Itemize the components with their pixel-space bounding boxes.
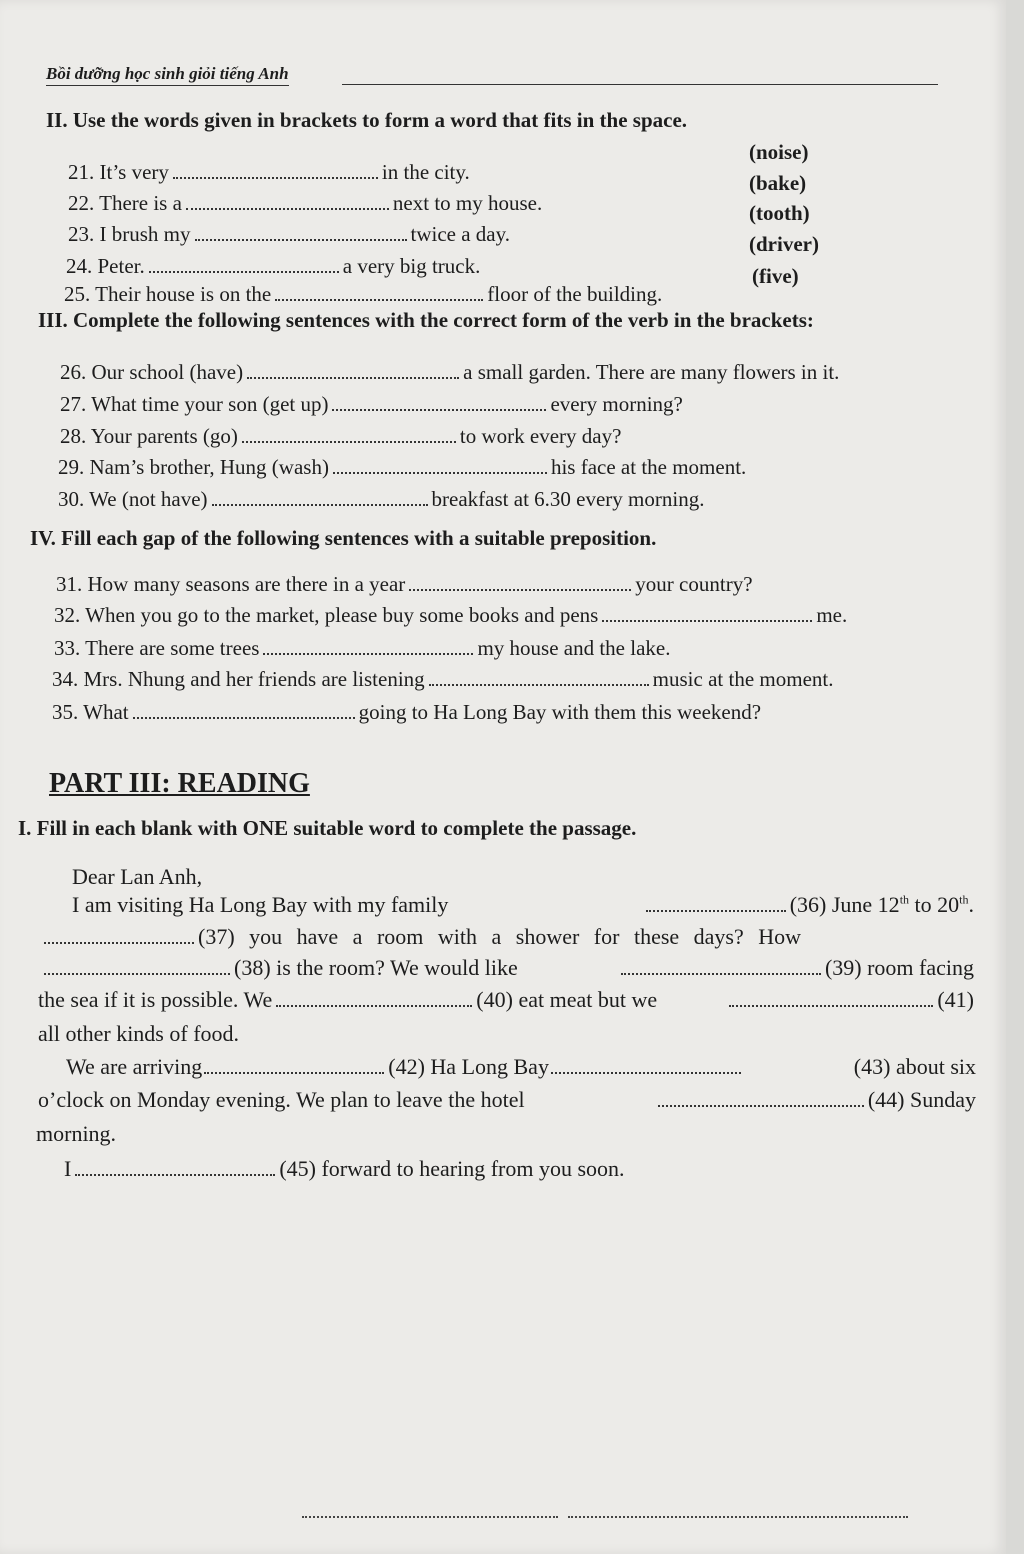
footer-dotted-rule-left [302, 1514, 558, 1518]
question-32: 32. When you go to the market, please buy some books and pens me. [54, 603, 848, 627]
answer-blank-26[interactable] [247, 365, 459, 379]
answer-blank-29[interactable] [333, 460, 547, 474]
part-3-title: PART III: READING [49, 768, 310, 799]
answer-blank-31[interactable] [409, 577, 631, 591]
passage-line-9: I (45) forward to hearing from you soon. [64, 1156, 625, 1181]
hint-21: (noise) [749, 140, 809, 164]
question-22: 22. There is a next to my house. [68, 191, 543, 215]
section-2-heading: II. Use the words given in brackets to form a word that fits in the space. [46, 108, 688, 132]
question-27: 27. What time your son (get up) every morning? [60, 392, 683, 416]
answer-blank-30[interactable] [212, 492, 428, 506]
answer-blank-27[interactable] [332, 397, 546, 411]
question-24: 24. Peter. a very big truck. [66, 254, 481, 278]
question-28: 28. Your parents (go) to work every day? [60, 424, 622, 448]
passage-line-4: the sea if it is possible. We (40) eat meat but we (41) [38, 987, 974, 1012]
passage-line-1: I am visiting Ha Long Bay with my family (36) June 12th to 20th. [72, 892, 974, 917]
page-header: Bồi dưỡng học sinh giỏi tiếng Anh [46, 64, 289, 86]
passage-line-2: (37) you have a room with a shower for these days? How [44, 924, 974, 950]
passage-blank-44[interactable] [658, 1093, 864, 1107]
hint-23: (tooth) [749, 201, 810, 225]
passage-blank-43[interactable] [551, 1060, 741, 1074]
passage-line-8: morning. [36, 1121, 117, 1146]
reading-heading: I. Fill in each blank with ONE suitable word to complete the passage. [18, 816, 637, 840]
passage-line-7: o’clock on Monday evening. We plan to leave the hotel (44) Sunday [38, 1087, 976, 1112]
hint-22: (bake) [749, 171, 807, 195]
passage-blank-41[interactable] [729, 993, 933, 1007]
section-4-heading: IV. Fill each gap of the following sentences with a suitable preposition. [30, 526, 657, 550]
letter-greeting: Dear Lan Anh, [72, 864, 203, 889]
question-35: 35. What going to Ha Long Bay with them this weekend? [52, 700, 762, 724]
footer-dotted-rule-right [568, 1514, 908, 1518]
question-33: 33. There are some trees my house and the lake. [54, 636, 671, 660]
question-21: 21. It’s very in the city. [68, 160, 470, 184]
question-29: 29. Nam’s brother, Hung (wash) his face at the moment. [58, 455, 747, 479]
answer-blank-22[interactable] [186, 196, 389, 210]
passage-blank-40[interactable] [276, 993, 472, 1007]
header-rule [342, 84, 938, 85]
passage-blank-45[interactable] [75, 1162, 275, 1176]
section-3-heading: III. Complete the following sentences with the correct form of the verb in the brackets: [38, 308, 814, 332]
passage-line-6: We are arriving (42) Ha Long Bay (43) about six [66, 1054, 976, 1079]
passage-blank-39[interactable] [621, 961, 821, 975]
question-30: 30. We (not have) breakfast at 6.30 every morning. [58, 487, 705, 511]
question-23: 23. I brush my twice a day. [68, 222, 511, 246]
question-31: 31. How many seasons are there in a year your country? [56, 572, 753, 596]
answer-blank-21[interactable] [173, 165, 378, 179]
answer-blank-34[interactable] [429, 672, 649, 686]
answer-blank-23[interactable] [195, 227, 407, 241]
answer-blank-32[interactable] [602, 608, 812, 622]
passage-blank-38[interactable] [44, 961, 230, 975]
passage-line-3: (38) is the room? We would like (39) room facing [44, 955, 974, 981]
passage-blank-36[interactable] [646, 898, 786, 912]
passage-blank-42[interactable] [204, 1060, 384, 1074]
question-26: 26. Our school (have) a small garden. There are many flowers in it. [60, 360, 840, 384]
answer-blank-24[interactable] [149, 259, 339, 273]
hint-24: (driver) [749, 232, 819, 256]
hint-25: (five) [752, 264, 799, 288]
answer-blank-28[interactable] [242, 429, 456, 443]
question-25: 25. Their house is on the floor of the building. [64, 282, 663, 306]
passage-blank-37[interactable] [44, 930, 194, 944]
answer-blank-35[interactable] [133, 705, 355, 719]
question-34: 34. Mrs. Nhung and her friends are listening music at the moment. [52, 667, 834, 691]
passage-line-5: all other kinds of food. [38, 1021, 240, 1046]
answer-blank-33[interactable] [263, 641, 473, 655]
answer-blank-25[interactable] [275, 287, 483, 301]
